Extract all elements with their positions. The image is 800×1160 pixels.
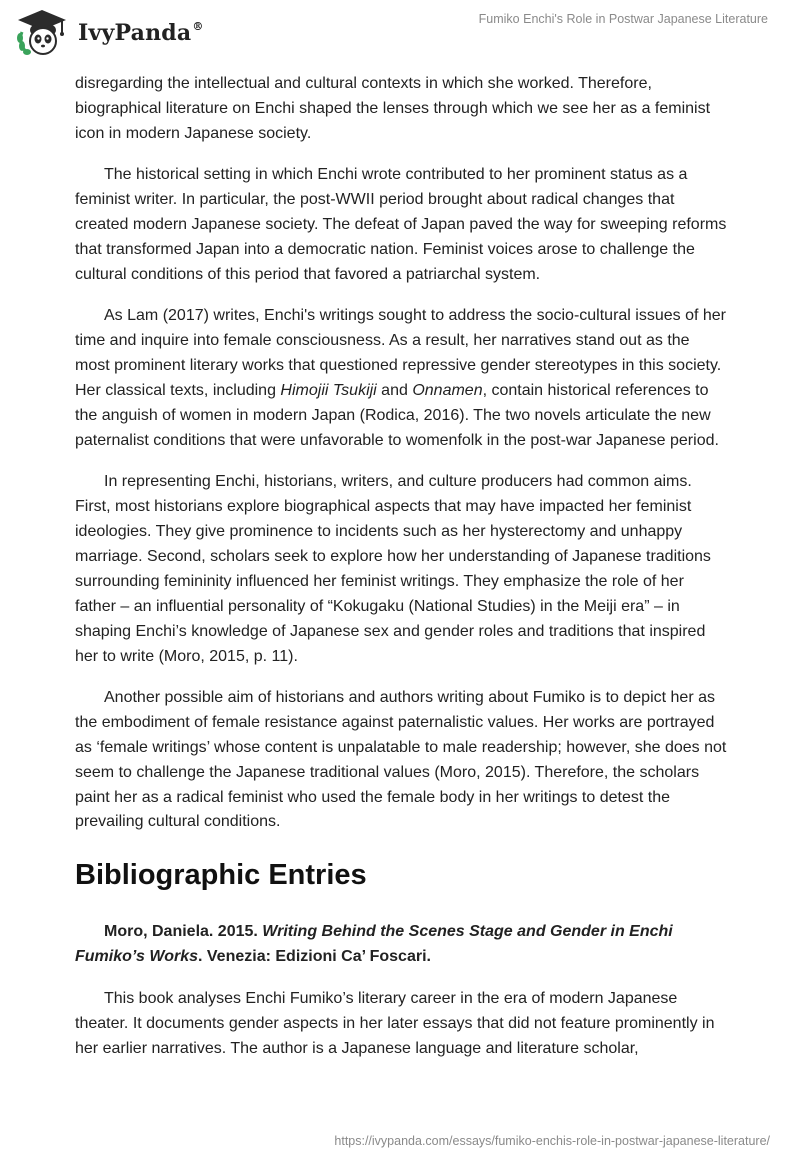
paragraph-1: disregarding the intellectual and cultural contexts in which she worked. Therefore, biographical literature on Enchi shaped the lenses through which we see her as a feminist icon in modern Japanese society.	[75, 75, 711, 142]
registered-mark: ®	[192, 20, 204, 33]
section-heading: Bibliographic Entries	[75, 859, 367, 892]
work-title-himojii: Himojii Tsukiji	[280, 381, 377, 399]
work-title-onnamen: Onnamen	[412, 381, 483, 399]
ivypanda-logo[interactable]	[14, 8, 204, 58]
source-url[interactable]: https://ivypanda.com/essays/fumiko-enchis-role-in-postwar-japanese-literature/	[334, 1134, 770, 1148]
page-header	[0, 0, 800, 70]
paragraph-3: As Lam (2017) writes, Enchi's writings sought to address the socio-cultural issues of her time and inquire into female consciousness. As a result, her narratives stand out as the most prominent literary works that questioned repressive gender stereotypes in this society. Her classical texts, including Himojii Tsukiji and Onnamen, contain historical references to the anguish of women in modern Japan (Rodica, 2016). The two novels articulate the new paternalist conditions that were unfavorable to womenfolk in the post-war Japanese period.	[75, 307, 726, 449]
paragraph-4: In representing Enchi, historians, writers, and culture producers had common aims. First, most historians explore biographical aspects that may have impacted her feminist ideologies. They give prominence to incidents such as her hysterectomy and unhappy marriage. Second, scholars seek to explore how her understanding of Japanese traditions surrounding femininity influenced her feminist writings. They emphasize the role of her father – an influential personality of “Kokugaku (National Studies) in the Meiji era” – in shaping Enchi’s knowledge of Japanese sex and gender roles and traditions that inspired her to write (Moro, 2015, p. 11).	[75, 473, 711, 665]
panda-icon	[14, 8, 70, 58]
entry-book-title: Writing Behind the Scenes Stage and Gender in Enchi Fumiko’s Works	[75, 923, 673, 966]
bibliographic-entry: Moro, Daniela. 2015. Writing Behind the Scenes Stage and Gender in Enchi Fumiko’s Works. Venezia: Edizioni Ca’ Foscari.	[75, 923, 673, 966]
paragraph-5: Another possible aim of historians and authors writing about Fumiko is to depict her as the embodiment of female resistance against paternalistic values. Her works are portrayed as ‘female writings’ whose content is unpalatable to male readership; however, she does not seem to challenge the Japanese traditional values (Moro, 2015). Therefore, the scholars paint her as a radical feminist who used the female body in her writings to detest the prevailing cultural conditions.	[75, 688, 727, 831]
paragraph-6: This book analyses Enchi Fumiko’s literary career in the era of modern Japanese theater. It documents gender aspects in her later essays that did not feature prominently in her earlier narratives. The author is a Japanese language and literature scholar,	[75, 989, 715, 1057]
paragraph-2: The historical setting in which Enchi wrote contributed to her prominent status as a feminist writer. In particular, the post-WWII period brought about radical changes that created modern Japanese society. The defeat of Japan paved the way for sweeping reforms that transformed Japan into a democratic nation. Feminist voices arose to challenge the cultural conditions of this period that favored a patriarchal system.	[75, 166, 727, 283]
article-body	[75, 72, 727, 1078]
brand-name: IvyPanda®	[78, 20, 204, 46]
document-title: Fumiko Enchi's Role in Postwar Japanese Literature	[478, 12, 768, 26]
